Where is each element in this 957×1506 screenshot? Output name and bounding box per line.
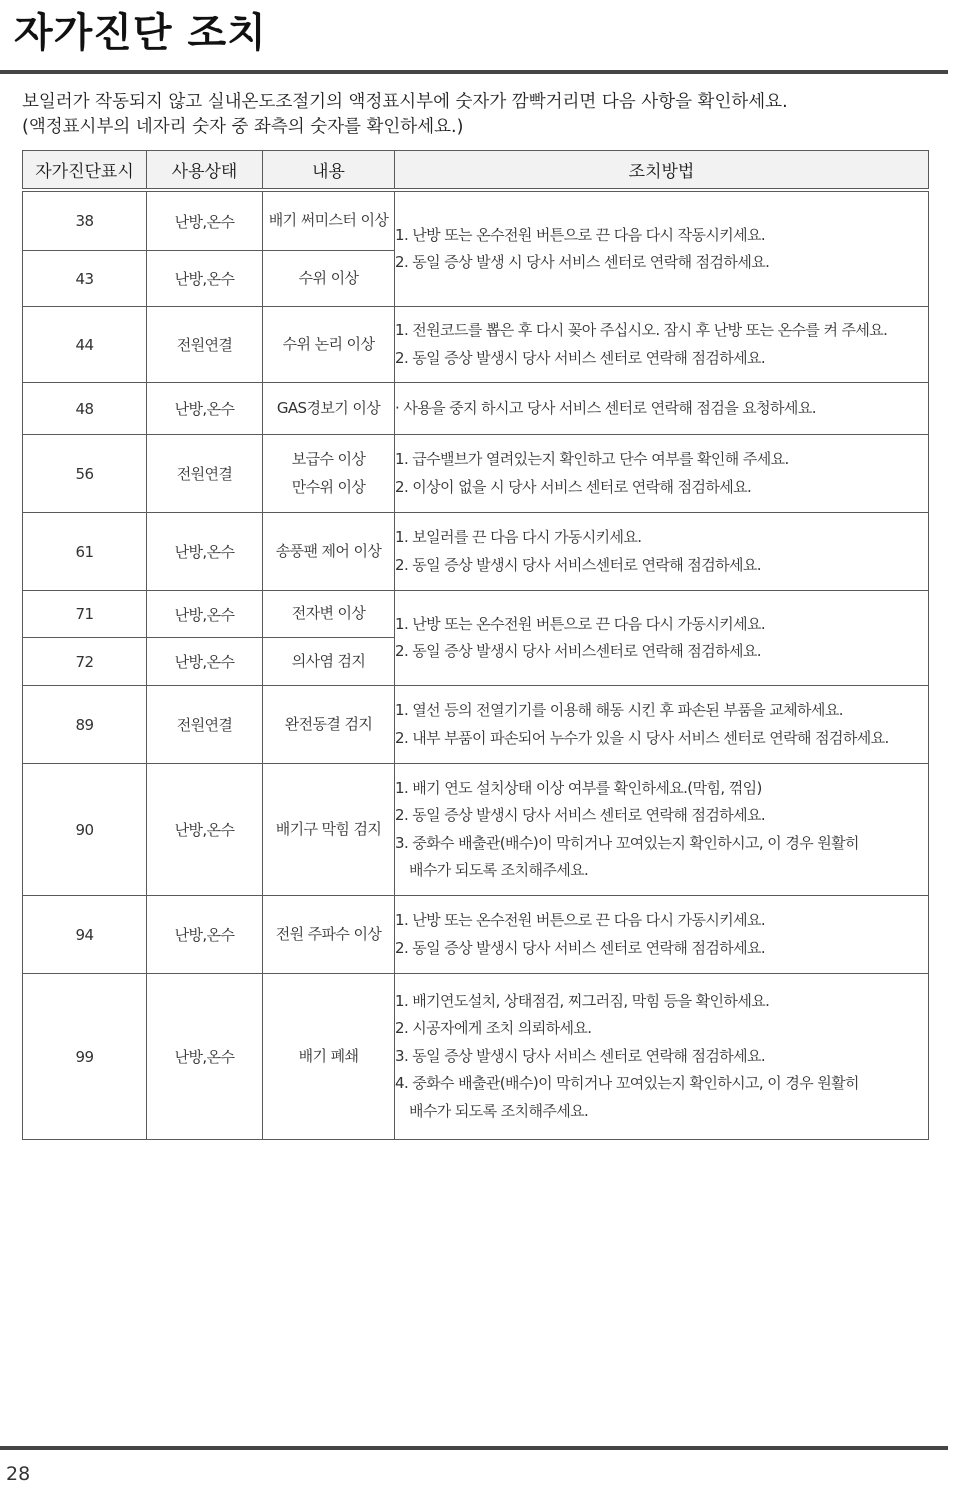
action-cell (395, 591, 929, 686)
action-line: 1. 열선 등의 전열기기를 이용해 해동 시킨 후 파손된 부품을 교체하세요. (395, 701, 843, 719)
content-cell (263, 192, 395, 251)
action-line: 2. 동일 증상 발생시 당사 서비스센터로 연락해 점검하세요. (395, 642, 761, 660)
content-line: 의사염 검지 (291, 651, 366, 670)
usage-state-cell: 난방,온수 (147, 638, 263, 686)
table-row (23, 435, 929, 513)
content-cell (263, 383, 395, 435)
content-line: 배기 써미스터 이상 (268, 211, 389, 230)
content-line: 송풍팬 제어 이상 (275, 541, 382, 560)
usage-state-cell: 전원연결 (147, 435, 263, 513)
action-cell (395, 513, 929, 591)
action-line: 1. 배기연도설치, 상태점검, 찌그러짐, 막힘 등을 확인하세요. (395, 991, 770, 1010)
action-line: 2. 동일 증상 발생시 당사 서비스 센터로 연락해 점검하세요. (395, 938, 766, 957)
table-row (23, 591, 929, 638)
action-line: 2. 동일 증상 발생시 당사 서비스센터로 연락해 점검하세요. (395, 555, 761, 574)
diagnosis-code-cell: 48 (23, 383, 147, 435)
header-content: 내용 (263, 151, 395, 189)
diagnosis-code-cell: 61 (23, 513, 147, 591)
content-cell (263, 686, 395, 764)
diagnosis-code-cell: 89 (23, 686, 147, 764)
content-line: 완전동결 검지 (284, 714, 373, 733)
action-line: 2. 동일 증상 발생시 당사 서비스 센터로 연락해 점검하세요. (395, 806, 766, 824)
usage-state-cell: 전원연결 (147, 686, 263, 764)
usage-state-cell: 난방,온수 (147, 251, 263, 307)
content-line: 보급수 이상 (291, 450, 366, 468)
header-state: 사용상태 (147, 151, 263, 189)
page-number: 28 (6, 1463, 31, 1485)
usage-state-cell: 난방,온수 (147, 513, 263, 591)
content-line: 만수위 이상 (291, 477, 366, 496)
action-line: 2. 동일 증상 발생시 당사 서비스 센터로 연락해 점검하세요. (395, 348, 766, 367)
table-row (23, 764, 929, 896)
table-row (23, 192, 929, 251)
content-line: GAS경보기 이상 (276, 398, 381, 417)
action-line: · 사용을 중지 하시고 당사 서비스 센터로 연락해 점검을 요청하세요. (395, 398, 816, 417)
content-cell (263, 638, 395, 686)
action-cell (395, 192, 929, 307)
usage-state-cell: 난방,온수 (147, 591, 263, 638)
action-cell (395, 383, 929, 435)
title-divider (0, 70, 948, 74)
self-diagnosis-table (22, 150, 929, 1140)
action-cell (395, 764, 929, 896)
action-line: 1. 난방 또는 온수전원 버튼으로 끈 다음 다시 작동시키세요. (395, 225, 766, 244)
content-cell (263, 896, 395, 974)
content-line: 배기 폐쇄 (298, 1046, 359, 1065)
intro-line: (액정표시부의 네자리 숫자 중 좌측의 숫자를 확인하세요.) (22, 117, 464, 137)
action-line: 1. 급수밸브가 열려있는지 확인하고 단수 여부를 확인해 주세요. (395, 450, 789, 468)
content-cell (263, 251, 395, 307)
action-line: 4. 중화수 배출관(배수)이 막히거나 꼬여있는지 확인하시고, 이 경우 원활히 (395, 1074, 859, 1093)
footer-divider (0, 1446, 948, 1450)
intro-line: 보일러가 작동되지 않고 실내온도조절기의 액정표시부에 숫자가 깜빡거리면 다음 사항을 확인하세요. (22, 92, 788, 112)
action-line: 1. 배기 연도 설치상태 이상 여부를 확인하세요.(막힘, 꺾임) (395, 778, 762, 797)
content-line: 전원 주파수 이상 (275, 924, 382, 943)
header-action: 조치방법 (395, 151, 929, 189)
diagnosis-code-cell: 71 (23, 591, 147, 638)
table-row (23, 974, 929, 1140)
action-cell (395, 686, 929, 764)
table-row (23, 896, 929, 974)
table-row (23, 307, 929, 383)
action-line: 1. 난방 또는 온수전원 버튼으로 끈 다음 다시 가동시키세요. (395, 614, 766, 633)
action-line: 배수가 되도록 조치해주세요. (409, 861, 589, 879)
diagnosis-code-cell: 43 (23, 251, 147, 307)
diagnosis-code-cell: 99 (23, 974, 147, 1140)
action-cell (395, 435, 929, 513)
diagnosis-code-cell: 72 (23, 638, 147, 686)
content-line: 배기구 막힘 검지 (275, 819, 382, 838)
table-header-row (23, 151, 929, 189)
header-code: 자가진단표시 (23, 151, 147, 189)
content-cell (263, 591, 395, 638)
usage-state-cell: 난방,온수 (147, 383, 263, 435)
page-title: 자가진단 조치 (14, 10, 267, 56)
table-row (23, 686, 929, 764)
content-cell (263, 307, 395, 383)
intro-text (22, 90, 788, 140)
table-row (23, 383, 929, 435)
action-line: 2. 내부 부품이 파손되어 누수가 있을 시 당사 서비스 센터로 연락해 점검하세요. (395, 728, 889, 747)
content-line: 수위 논리 이상 (282, 334, 375, 353)
usage-state-cell: 난방,온수 (147, 974, 263, 1140)
usage-state-cell: 전원연결 (147, 307, 263, 383)
table-row (23, 513, 929, 591)
content-cell (263, 764, 395, 896)
content-line: 전자변 이상 (291, 604, 366, 623)
table-body (23, 189, 929, 1140)
action-line: 1. 전원코드를 뽑은 후 다시 꽂아 주십시오. 잠시 후 난방 또는 온수를 켜 주세요. (395, 321, 888, 339)
usage-state-cell: 난방,온수 (147, 192, 263, 251)
action-line: 배수가 되도록 조치해주세요. (409, 1101, 589, 1120)
action-line: 3. 중화수 배출관(배수)이 막히거나 꼬여있는지 확인하시고, 이 경우 원활히 (395, 833, 859, 852)
action-cell (395, 896, 929, 974)
content-cell (263, 435, 395, 513)
action-line: 3. 동일 증상 발생시 당사 서비스 센터로 연락해 점검하세요. (395, 1046, 766, 1065)
usage-state-cell: 난방,온수 (147, 896, 263, 974)
usage-state-cell: 난방,온수 (147, 764, 263, 896)
diagnosis-code-cell: 56 (23, 435, 147, 513)
action-cell (395, 307, 929, 383)
diagnosis-code-cell: 90 (23, 764, 147, 896)
action-line: 1. 보일러를 끈 다음 다시 가동시키세요. (395, 528, 642, 546)
action-line: 2. 이상이 없을 시 당사 서비스 센터로 연락해 점검하세요. (395, 477, 752, 496)
diagnosis-code-cell: 44 (23, 307, 147, 383)
content-line: 수위 이상 (298, 268, 359, 287)
diagnosis-code-cell: 38 (23, 192, 147, 251)
action-line: 1. 난방 또는 온수전원 버튼으로 끈 다음 다시 가동시키세요. (395, 911, 766, 929)
diagnosis-code-cell: 94 (23, 896, 147, 974)
content-cell (263, 974, 395, 1140)
action-line: 2. 동일 증상 발생 시 당사 서비스 센터로 연락해 점검하세요. (395, 253, 770, 271)
action-cell (395, 974, 929, 1140)
action-line: 2. 시공자에게 조치 의뢰하세요. (395, 1019, 592, 1038)
content-cell (263, 513, 395, 591)
